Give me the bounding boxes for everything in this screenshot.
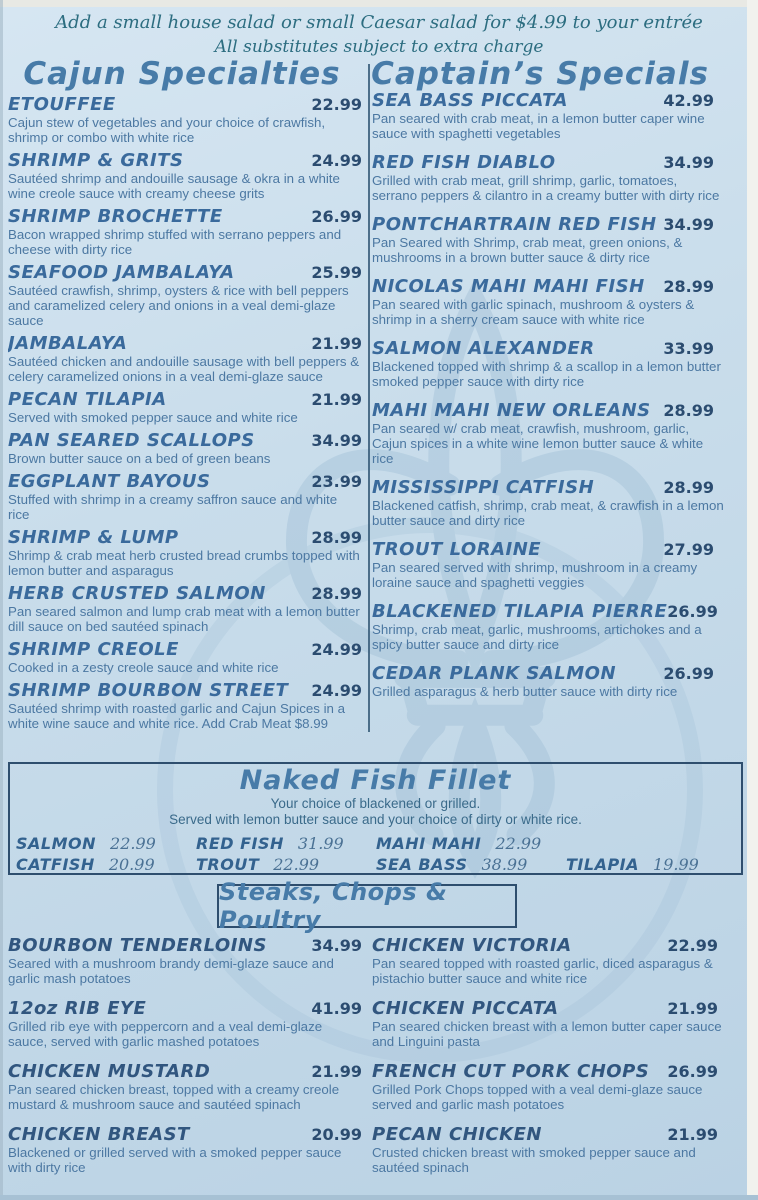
menu-item	[372, 339, 744, 389]
menu-item	[8, 1125, 362, 1175]
item-price: 41.99	[311, 999, 362, 1018]
item-header	[8, 390, 362, 410]
menu-item	[8, 584, 362, 634]
fish-price-cell	[16, 855, 196, 874]
item-description: Pan seared with garlic spinach, mushroom & oysters & shrimp in a sherry cream sauce with white rice	[372, 297, 695, 327]
item-name: SHRIMP & LUMP	[8, 527, 179, 548]
item-header	[8, 681, 362, 701]
fish-price-cell	[566, 834, 735, 853]
item-name: BOURBON TENDERLOINS	[8, 936, 267, 956]
naked-fish-subtitle2: Served with lemon butter sauce and your choice of dirty or white rice.	[169, 812, 582, 827]
item-price: 22.99	[667, 936, 718, 955]
naked-fish-title: Naked Fish Fillet	[239, 765, 512, 796]
item-name: CHICKEN BREAST	[8, 1124, 190, 1145]
fish-price-cell	[376, 855, 566, 874]
item-description: Bacon wrapped shrimp stuffed with serrano peppers and cheese with dirty rice	[8, 227, 342, 257]
item-description: Pan seared salmon and lump crab meat with a lemon butter dill sauce on bed sautéed spinach	[8, 604, 360, 634]
item-header	[8, 263, 362, 283]
menu-item	[8, 936, 362, 986]
fish-price-cell	[16, 834, 196, 853]
item-description: Sautéed crawfish, shrimp, oysters & rice with bell peppers and caramelized celery and onions in a veal demi-glaze sauce	[8, 283, 349, 328]
item-price: 28.99	[663, 478, 714, 497]
item-header	[8, 207, 362, 227]
item-header	[8, 999, 362, 1019]
item-name: JAMBALAYA	[8, 333, 128, 354]
header-note-line1: Add a small house salad or small Caesar salad for $4.99 to your entrée	[55, 12, 703, 33]
item-header	[372, 1062, 750, 1082]
item-header	[8, 431, 362, 451]
item-price: 28.99	[311, 584, 362, 603]
item-price: 33.99	[663, 339, 714, 358]
item-name: PAN SEARED SCALLOPS	[8, 430, 255, 451]
item-name: MISSISSIPPI CATFISH	[372, 477, 595, 498]
fish-name: SALMON	[16, 834, 97, 853]
menu-item	[8, 528, 362, 578]
item-description: Pan seared with crab meat, in a lemon butter caper wine sauce with spaghetti vegetables	[372, 111, 705, 141]
item-name: CHICKEN MUSTARD	[8, 1061, 211, 1082]
fish-name: RED FISH	[196, 834, 284, 853]
photo-edge-right	[747, 0, 758, 1200]
item-name: SHRIMP BROCHETTE	[8, 206, 223, 227]
item-description: Shrimp, crab meat, garlic, mushrooms, artichokes and a spicy butter sauce and dirty rice	[372, 622, 702, 652]
item-name: PECAN TILAPIA	[8, 389, 167, 410]
fish-name: TILAPIA	[566, 855, 640, 874]
item-price: 26.99	[311, 207, 362, 226]
item-header	[8, 584, 362, 604]
menu-item	[8, 431, 362, 466]
steaks-section-title: Steaks, Chops & Poultry	[219, 878, 448, 934]
item-header	[372, 91, 744, 111]
item-price: 24.99	[311, 151, 362, 170]
menu-item	[372, 401, 744, 466]
column-divider	[368, 64, 370, 732]
item-header	[372, 153, 744, 173]
item-header	[8, 334, 362, 354]
menu-item	[8, 472, 362, 522]
item-name: 12oz RIB EYE	[8, 998, 147, 1019]
item-name: SHRIMP BOURBON STREET	[8, 680, 289, 701]
item-description: Grilled rib eye with peppercorn and a veal demi-glaze sauce, served with garlic mashed potatoes	[8, 1019, 323, 1049]
photo-edge-top	[0, 0, 758, 7]
item-header	[372, 478, 744, 498]
fish-price: 22.99	[273, 855, 320, 874]
item-price: 21.99	[667, 1125, 718, 1144]
item-description: Blackened catfish, shrimp, crab meat, & crawfish in a lemon butter sauce and dirty rice	[372, 498, 724, 528]
item-description: Grilled asparagus & herb butter sauce with dirty rice	[372, 684, 678, 699]
menu-item	[372, 540, 744, 590]
fish-price-cell	[196, 855, 376, 874]
fish-price: 19.99	[653, 855, 699, 874]
item-name: CHICKEN VICTORIA	[372, 936, 572, 956]
item-header	[8, 472, 362, 492]
naked-fish-fillet-box	[8, 762, 743, 875]
item-description: Seared with a mushroom brandy demi-glaze sauce and garlic mash potatoes	[8, 956, 334, 986]
item-description: Pan seared served with shrimp, mushroom in a creamy loraine sauce and spaghetti veggies	[372, 560, 698, 590]
fish-price-cell	[376, 834, 566, 853]
item-price: 42.99	[663, 91, 714, 110]
item-price: 26.99	[663, 664, 714, 683]
item-name: SHRIMP & GRITS	[8, 150, 184, 171]
item-description: Grilled with crab meat, grill shrimp, garlic, tomatoes, serrano peppers & cilantro in a creamy butter with dirty rice	[372, 173, 720, 203]
item-price: 24.99	[311, 681, 362, 700]
cajun-items-column	[8, 95, 362, 757]
item-header	[372, 215, 744, 235]
menu-item	[372, 602, 744, 652]
item-header	[8, 640, 362, 660]
menu-item	[8, 999, 362, 1049]
fish-price: 20.99	[108, 855, 155, 874]
header-note-line2: All substitutes subject to extra charge	[214, 37, 544, 57]
item-header	[372, 999, 750, 1019]
item-name: HERB CRUSTED SALMON	[8, 583, 266, 604]
menu-item	[372, 153, 744, 203]
item-name: PECAN CHICKEN	[372, 1124, 542, 1145]
item-price: 27.99	[663, 540, 714, 559]
fish-price: 31.99	[297, 834, 344, 853]
item-price: 24.99	[311, 640, 362, 659]
item-name: SHRIMP CREOLE	[8, 639, 179, 660]
menu-item	[8, 681, 362, 731]
item-name: RED FISH DIABLO	[372, 152, 556, 173]
fish-price: 38.99	[481, 855, 528, 874]
item-price: 34.99	[663, 153, 714, 172]
item-description: Sautéed shrimp and andouille sausage & okra in a white wine creole sauce with creamy cheese grits	[8, 171, 340, 201]
fish-price-cell	[566, 855, 735, 874]
item-description: Pan seared chicken breast, topped with a creamy creole mustard & mushroom sauce and sautéed spinach	[8, 1082, 340, 1112]
menu-item	[8, 151, 362, 201]
item-name: EGGPLANT BAYOUS	[8, 471, 211, 492]
item-price: 34.99	[663, 215, 714, 234]
item-description: Sautéed shrimp with roasted garlic and Cajun Spices in a white wine sauce and white rice. Add Crab Meat $8.99	[8, 701, 346, 731]
fish-name: CATFISH	[16, 855, 95, 874]
item-name: PONTCHARTRAIN RED FISH	[372, 214, 657, 235]
menu-item	[372, 1062, 750, 1112]
item-description: Crusted chicken breast with smoked pepper sauce and sautéed spinach	[372, 1145, 696, 1175]
fish-name: MAHI MAHI	[376, 834, 482, 853]
item-description: Blackened topped with shrimp & a scallop in a lemon butter smoked pepper sauce with dirty rice	[372, 359, 721, 389]
fish-price: 22.99	[110, 834, 156, 853]
item-description: Cooked in a zesty creole sauce and white rice	[8, 660, 279, 675]
naked-fish-subtitle1: Your choice of blackened or grilled.	[270, 796, 481, 811]
captains-items-column	[372, 91, 744, 757]
item-name: SEAFOOD JAMBALAYA	[8, 262, 235, 283]
menu-item	[8, 334, 362, 384]
menu-item	[8, 390, 362, 425]
menu-item	[372, 664, 744, 699]
item-name: CEDAR PLANK SALMON	[372, 663, 617, 684]
item-header	[8, 1062, 362, 1082]
item-price: 26.99	[667, 602, 718, 621]
item-price: 21.99	[311, 1062, 362, 1081]
item-description: Stuffed with shrimp in a creamy saffron sauce and white rice	[8, 492, 338, 522]
item-price: 20.99	[311, 1125, 362, 1144]
fish-name: SEA BASS	[376, 855, 468, 874]
item-description: Blackened or grilled served with a smoked pepper sauce with dirty rice	[8, 1145, 342, 1175]
item-price: 22.99	[311, 95, 362, 114]
menu-item	[372, 215, 744, 265]
item-name: TROUT LORAINE	[372, 539, 542, 560]
item-price: 28.99	[663, 277, 714, 296]
item-name: SALMON ALEXANDER	[372, 338, 595, 359]
item-name: SEA BASS PICCATA	[372, 91, 568, 111]
item-description: Grilled Pork Chops topped with a veal demi-glaze sauce served and garlic mash potatoes	[372, 1082, 703, 1112]
menu-item	[8, 207, 362, 257]
item-description: Cajun stew of vegetables and your choice of crawfish, shrimp or combo with white rice	[8, 115, 326, 145]
item-name: NICOLAS MAHI MAHI FISH	[372, 276, 645, 297]
item-price: 28.99	[311, 528, 362, 547]
item-name: MAHI MAHI NEW ORLEANS	[372, 400, 651, 421]
steaks-left-column	[8, 936, 362, 1194]
fish-price: 22.99	[495, 834, 542, 853]
menu-item	[372, 91, 744, 141]
item-price: 25.99	[311, 263, 362, 282]
menu-item	[372, 1125, 750, 1175]
item-header	[8, 95, 362, 115]
item-price: 21.99	[667, 999, 718, 1018]
item-price: 34.99	[311, 936, 362, 955]
naked-fish-grid	[16, 834, 735, 874]
item-description: Pan seared topped with roasted garlic, diced asparagus & pistachio butter sauce and white rice	[372, 956, 713, 986]
photo-edge-bottom	[0, 1195, 758, 1200]
item-price: 21.99	[311, 390, 362, 409]
fish-price-cell	[196, 834, 376, 853]
item-price: 21.99	[311, 334, 362, 353]
item-header	[372, 664, 744, 684]
item-price: 26.99	[667, 1062, 718, 1081]
menu-item	[372, 277, 744, 327]
item-header	[372, 277, 744, 297]
section-title-cajun: Cajun Specialties	[23, 56, 341, 92]
menu-item	[8, 263, 362, 328]
steaks-chops-poultry-box	[217, 878, 517, 934]
item-description: Served with smoked pepper sauce and white rice	[8, 410, 298, 425]
section-title-captains: Captain’s Specials	[371, 56, 709, 92]
item-price: 34.99	[311, 431, 362, 450]
menu-item	[372, 999, 750, 1049]
fish-name: TROUT	[196, 855, 260, 874]
item-header	[372, 1125, 750, 1145]
item-header	[372, 401, 744, 421]
item-description: Brown butter sauce on a bed of green beans	[8, 451, 271, 466]
item-description: Shrimp & crab meat herb crusted bread crumbs topped with lemon butter and asparagus	[8, 548, 360, 578]
photo-edge-left	[0, 0, 3, 1200]
menu-item	[372, 478, 744, 528]
item-header	[372, 339, 744, 359]
item-header	[372, 936, 750, 956]
item-name: BLACKENED TILAPIA PIERRE	[372, 601, 668, 622]
item-description: Pan seared chicken breast with a lemon butter caper sauce and Linguini pasta	[372, 1019, 722, 1049]
item-price: 28.99	[663, 401, 714, 420]
item-price: 23.99	[311, 472, 362, 491]
item-header	[372, 540, 744, 560]
steaks-right-column	[372, 936, 750, 1194]
item-description: Pan seared w/ crab meat, crawfish, mushroom, garlic, Cajun spices in a white wine lemon butter sauce & white rice	[372, 421, 704, 466]
menu-item	[8, 1062, 362, 1112]
item-header	[8, 1125, 362, 1145]
item-name: CHICKEN PICCATA	[372, 998, 559, 1019]
item-header	[8, 151, 362, 171]
item-name: ETOUFFEE	[8, 95, 116, 115]
item-header	[372, 602, 744, 622]
item-header	[8, 936, 362, 956]
menu-item	[8, 640, 362, 675]
item-description: Sautéed chicken and andouille sausage with bell peppers & celery caramelized onions in a veal demi-glaze sauce	[8, 354, 360, 384]
item-description: Pan Seared with Shrimp, crab meat, green onions, & mushrooms in a brown butter sauce & dirty rice	[372, 235, 683, 265]
item-name: FRENCH CUT PORK CHOPS	[372, 1061, 650, 1082]
menu-item	[372, 936, 750, 986]
item-header	[8, 528, 362, 548]
menu-item	[8, 95, 362, 145]
